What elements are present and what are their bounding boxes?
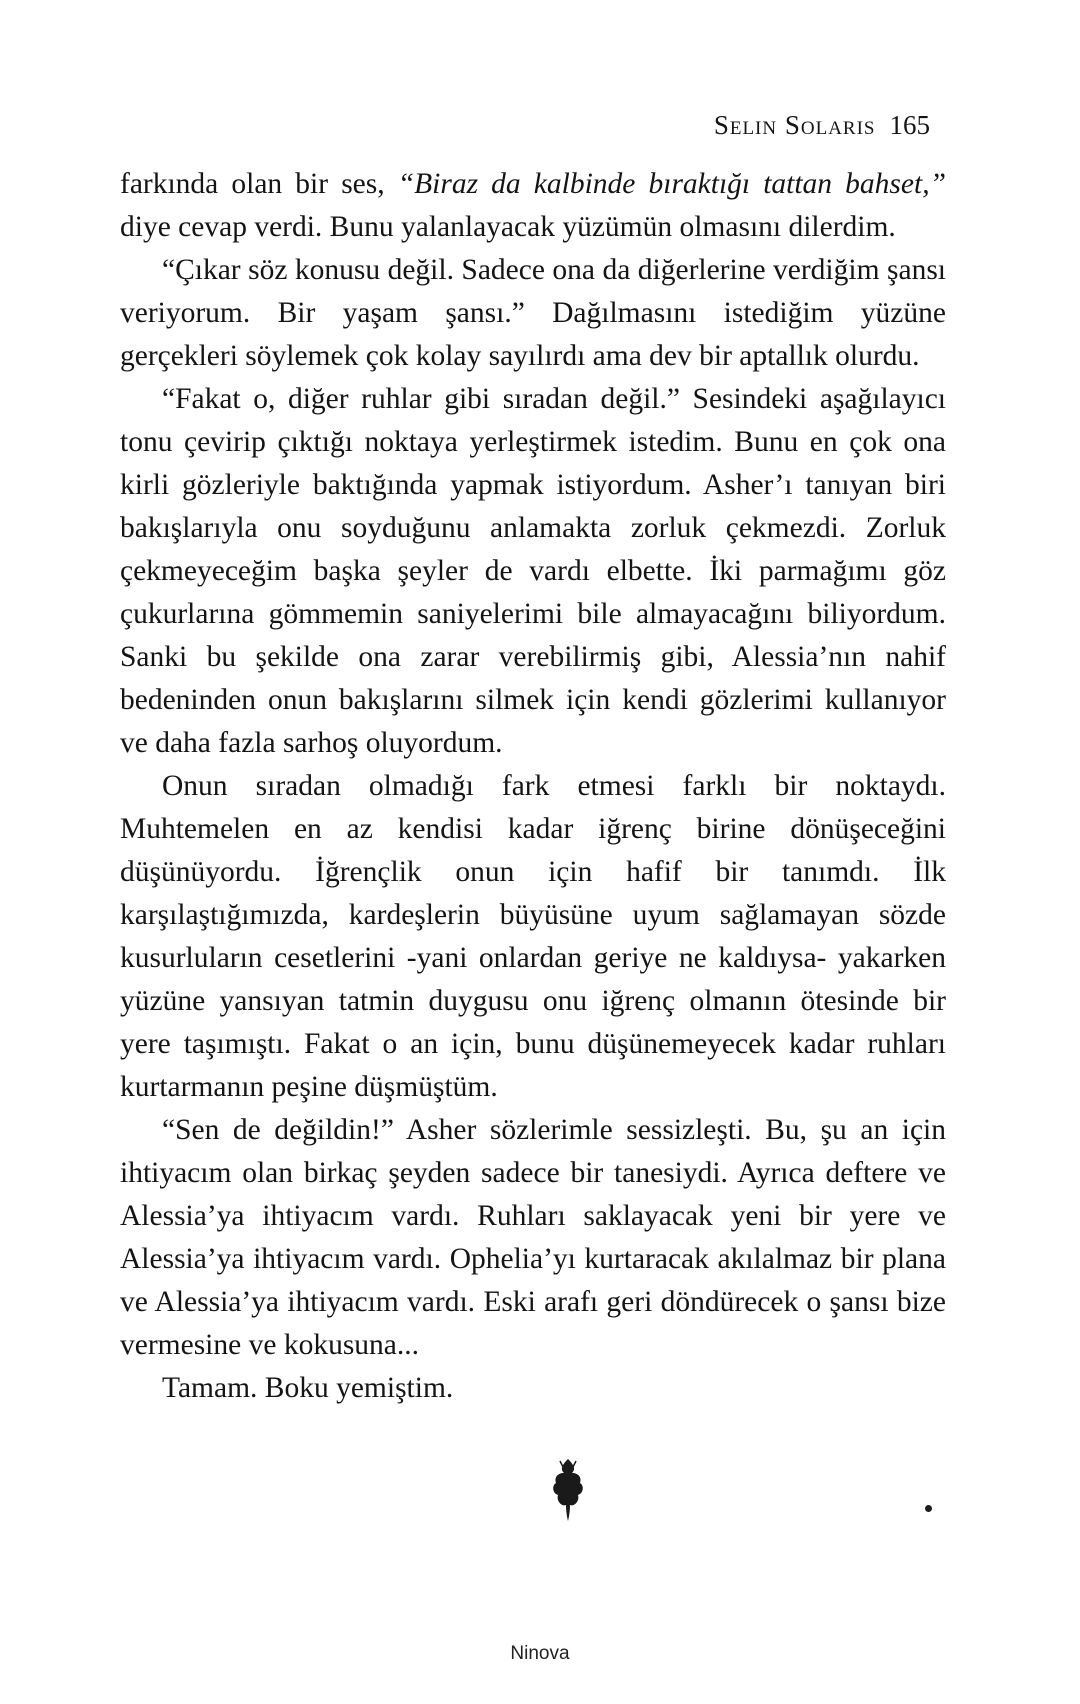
text-run: Onun sıradan olmadığı fark etmesi farklı bir noktaydı. Muhtemelen en az kendisi kadar iğrenç birine dönüşeceğini düşünüyordu. İğrençlik onun için hafif bir tanımdı. İlk karşılaştığımızda, kardeşlerin büyüsüne uyum sağlamayan sözde kusurluların cesetlerini -yani onlardan geriye ne kaldıysa- yakarken yüzüne yansıyan tatmin duygusu onu iğrenç olmanın ötesinde bir yere taşımıştı. Fakat o an için, bunu düşünemeyecek kadar ruhları kurtarmanın peşine düşmüştüm. (120, 770, 946, 1103)
page-number: 165 (889, 109, 930, 140)
text-run: farkında olan bir ses, (120, 168, 398, 200)
fleuron-icon (550, 1455, 586, 1523)
italic-quote: “Biraz da kalbinde bıraktığı tattan bahset,” (397, 168, 946, 200)
paragraph (120, 163, 946, 249)
body-text (120, 163, 946, 1410)
paragraph (120, 249, 946, 378)
ink-speck (925, 1505, 932, 1512)
text-run: “Fakat o, diğer ruhlar gibi sıradan değil.” Sesindeki aşağılayıcı tonu çevirip çıktığı noktaya yerleştirmek istedim. Bunu en çok ona kirli gözleriyle baktığında yapmak istiyordum. Asher’ı tanıyan biri bakışlarıyla onu soyduğunu anlamakta zorluk çekmezdi. Zorluk çekmeyeceğim başka şeyler de vardı elbette. İki parmağımı göz çukurlarına gömmemin saniyelerimi bile almayacağını biliyordum. Sanki bu şekilde ona zarar verebilirmiş gibi, Alessia’nın nahif bedeninden onun bakışlarını silmek için kendi gözlerimi kullanıyor ve daha fazla sarhoş oluyordum. (120, 383, 946, 759)
page-header (680, 100, 930, 150)
text-run: Tamam. Boku yemiştim. (162, 1372, 454, 1404)
paragraph (120, 378, 946, 765)
paragraph (120, 1109, 946, 1367)
paragraph (120, 1367, 946, 1410)
text-run: “Sen de değildin!” Asher sözlerimle sessizleşti. Bu, şu an için ihtiyacım olan birkaç şeyden sadece bir tanesiydi. Ayrıca deftere ve Alessia’ya ihtiyacım vardı. Ruhları saklayacak yeni bir yere ve Alessia’ya ihtiyacım vardı. Ophelia’yı kurtaracak akılalmaz bir plana ve Alessia’ya ihtiyacım vardı. Eski arafı geri döndürecek o şansı bize vermesine ve kokusuna... (120, 1114, 946, 1361)
text-run: diye cevap verdi. Bunu yalanlayacak yüzümün olmasını dilerdim. (120, 211, 896, 243)
running-head: Selin Solaris (713, 109, 876, 140)
text-run: “Çıkar söz konusu değil. Sadece ona da diğerlerine verdiğim şansı veriyorum. Bir yaşam şansı.” Dağılmasını istediğim yüzüne gerçekleri söylemek çok kolay sayılırdı ama dev bir aptallık olurdu. (120, 254, 946, 372)
paragraph (120, 765, 946, 1109)
publisher-footer: Ninova (510, 1643, 570, 1664)
